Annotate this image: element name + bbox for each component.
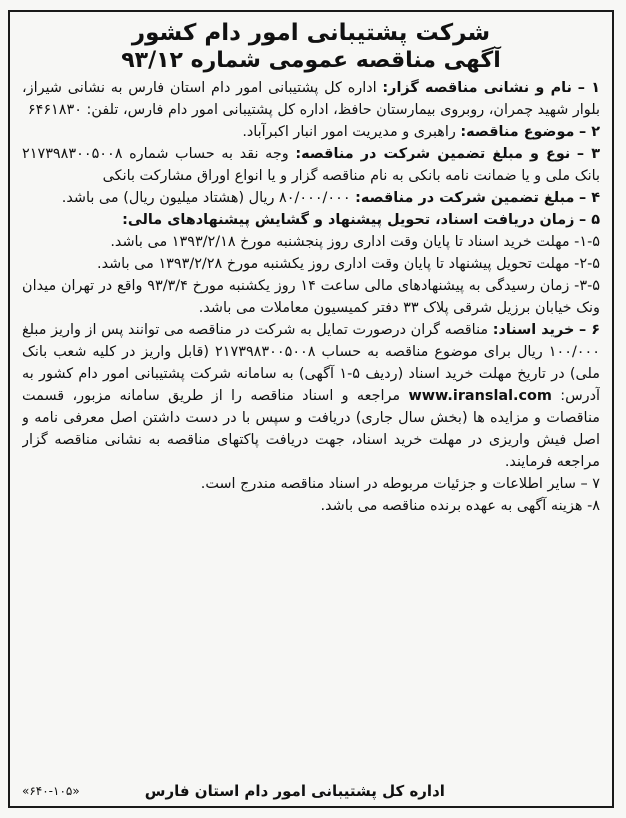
- item-heading: نوع و مبلغ تضمین شرکت در مناقصه:: [295, 145, 571, 162]
- item-number: ۳ –: [576, 145, 600, 162]
- item-number: ۲ –: [578, 123, 600, 140]
- item-text: هزینه آگهی به عهده برنده مناقصه می باشد.: [320, 497, 583, 514]
- item-heading: مبلغ تضمین شرکت در مناقصه:: [355, 189, 575, 206]
- item-text: اداره کل پشتیبانی امور دام استان فارس به نشانی شیراز، بلوار شهید چمران، روبروی بیمارستان حافظ، اداره کل پشتیبانی امور دام فارس، تلفن: ۶۴۶۱۸۳۰: [22, 79, 600, 118]
- item-4: [22, 187, 600, 209]
- item-text: راهبری و مدیریت امور انبار اکبرآباد.: [242, 123, 456, 140]
- item-heading: زمان دریافت اسناد، تحویل پیشنهاد و گشایش پیشنهادهای مالی:: [122, 211, 575, 228]
- item-text: مهلت خرید اسناد تا پایان وقت اداری روز پنجشنبه مورخ ۱۳۹۳/۲/۱۸ می باشد.: [110, 233, 570, 250]
- item-number: ۳-۵-: [574, 277, 600, 294]
- item-7: [22, 473, 600, 495]
- company-name: شرکت پشتیبانی امور دام کشور: [131, 20, 491, 46]
- notice-content: [22, 20, 600, 772]
- item-number: ۶ –: [578, 321, 600, 338]
- item-8: [22, 495, 600, 517]
- item-number: ۱ –: [577, 79, 600, 96]
- item-text: ۸۰/۰۰۰/۰۰۰ ریال (هشتاد میلیون ریال) می باشد.: [61, 189, 351, 206]
- notice-title: آگهی مناقصه عمومی شماره ۹۳/۱۲: [121, 47, 501, 73]
- item-text: مناقصه گران درصورت تمایل به شرکت در مناقصه می توانند پس از واریز مبلغ ۱۰۰/۰۰۰ ریال برای موضوع مناقصه به حساب ۲۱۷۳۹۸۳۰۰۵۰۰۸ (قابل واریز در کلیه شعب بانک ملی) در تاریخ مهلت خرید اسناد (ردیف ۵-۱ آگهی) به سامانه شرکت پشتیبانی امور دام کشور به آدرس:: [22, 321, 600, 404]
- item-5-1: [22, 231, 600, 253]
- item-text: مهلت تحویل پیشنهاد تا پایان وقت اداری روز یکشنبه مورخ ۱۳۹۳/۲/۲۸ می باشد.: [97, 255, 570, 272]
- item-text: زمان رسیدگی به پیشنهادهای مالی ساعت ۱۴ روز یکشنبه مورخ ۹۳/۳/۴ واقع در تهران میدان ونک خیابان برزیل شرقی پلاک ۳۳ دفتر کمیسیون معاملات می باشد.: [22, 277, 600, 316]
- item-number: ۲-۵-: [574, 255, 600, 272]
- item-3: [22, 143, 600, 187]
- notice-frame: [8, 10, 614, 808]
- item-text: سایر اطلاعات و جزئیات مربوطه در اسناد مناقصه مندرج است.: [200, 475, 576, 492]
- item-1: [22, 77, 600, 121]
- item-number: ۷ –: [580, 475, 600, 492]
- item-5-3: [22, 275, 600, 319]
- item-6: [22, 319, 600, 473]
- website-url: www.iranslal.com: [408, 387, 552, 404]
- item-number: ۴ –: [578, 189, 600, 206]
- item-heading: خرید اسناد:: [492, 321, 575, 338]
- item-text-continued: مراجعه و اسناد مناقصه را از طریق سامانه مزبور، قسمت مناقصات و مزایده ها (بخش سال جاری) دریافت و سپس با در دست داشتن اصل معرفی نامه و اصل فیش واریزی در مهلت خرید اسناد، جهت دریافت پاکتهای مناقصه به نشانی مناقصه گزار مراجعه فرمایند.: [22, 387, 600, 470]
- item-5: [22, 209, 600, 231]
- footer-code: «۶۴۰-۱۰۵»: [22, 784, 80, 798]
- item-number: ۵ –: [578, 211, 600, 228]
- item-5-2: [22, 253, 600, 275]
- item-2: [22, 121, 600, 143]
- notice-footer: [22, 780, 600, 802]
- item-text: وجه نقد به حساب شماره ۲۱۷۳۹۸۳۰۰۵۰۰۸ بانک ملی و یا ضمانت نامه بانکی به نام مناقصه گزار و یا انواع اوراق مشارکت بانکی: [22, 145, 600, 184]
- item-heading: موضوع مناقصه:: [460, 123, 575, 140]
- item-number: ۸-: [587, 497, 600, 514]
- item-number: ۱-۵-: [574, 233, 600, 250]
- footer-organization: اداره کل پشتیبانی امور دام استان فارس: [144, 782, 445, 800]
- item-heading: نام و نشانی مناقصه گزار:: [382, 79, 572, 96]
